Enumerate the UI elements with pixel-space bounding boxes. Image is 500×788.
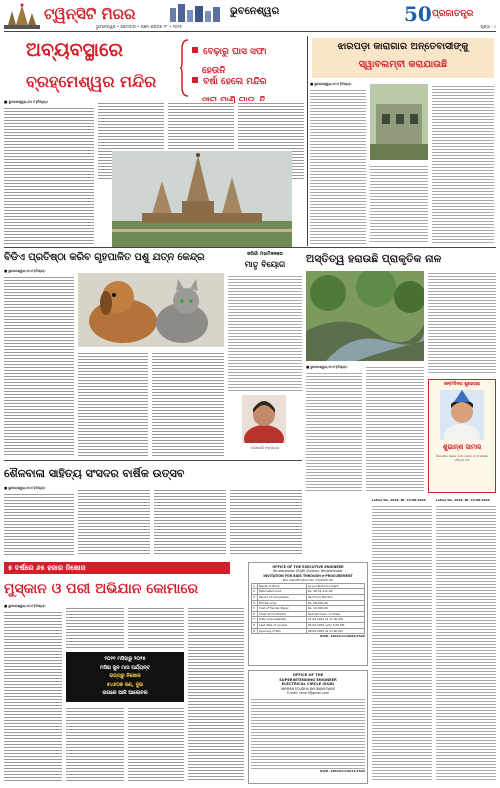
table-cell: 8	[252, 622, 258, 628]
muskan-box-line-1: ୨୦୨୧ ମସିହାରୁ ୨୦୨୫	[104, 656, 146, 662]
nala-story	[306, 249, 496, 495]
table-cell: Last date of receipt	[258, 622, 307, 628]
muskan-body-col-6	[188, 606, 244, 782]
column-divider	[307, 36, 308, 246]
masthead-divider	[4, 31, 496, 32]
tender-1-footer: OIPR- 29041/11/0006/2526	[319, 634, 365, 639]
obituary-headline-2: ମାତୃ ବିୟୋଗ	[244, 260, 286, 269]
kicker-strip	[4, 562, 230, 574]
masthead	[0, 0, 500, 32]
obituary-portrait	[242, 395, 286, 443]
jail-story	[310, 36, 496, 246]
birthday-name: ଶୁଭାନ୍ଶ ସାମଲ	[442, 443, 482, 451]
tender-notice-1	[248, 562, 368, 666]
table-cell: Opening of Bid	[258, 628, 307, 634]
bullet-square-icon	[192, 47, 198, 53]
tender-1-line-4: Bid Identification No. 07/2025-26	[283, 577, 333, 582]
lead-bullet-2-line-a: ବର୍ଷା ହେଲେ ମନ୍ଦିର	[203, 77, 267, 87]
table-cell: Name of Work	[258, 583, 307, 589]
lead-story	[4, 33, 306, 247]
muskan-body-col-3	[66, 706, 124, 782]
page-label: ପୃଷ୍ଠା - ୯	[480, 24, 496, 29]
dog-cat-photo	[78, 273, 224, 347]
obituary-caption: ବୀଣାପାଣି ମହାପାତ୍ର	[250, 446, 280, 450]
nala-photo	[306, 271, 424, 361]
lead-bullet-1	[192, 39, 304, 76]
muskan-body-col-2	[66, 606, 124, 650]
jail-body-col-3	[432, 84, 494, 244]
table-cell: Rs. 48,34,112.00	[306, 589, 364, 595]
city-skyline-icon	[168, 2, 228, 22]
letter-left	[372, 498, 432, 784]
muskan-box-line-3: ରାଜ୍ୟରୁ ନିଖୋଜ	[109, 673, 141, 680]
nala-body-col-3	[366, 365, 424, 493]
tender-2-footer: OIPR- 29040/11/0011/2526	[319, 769, 365, 774]
table-cell: Estimated Cost	[258, 589, 307, 595]
masthead-city: ଭୁବନେଶ୍ୱର	[230, 6, 280, 17]
obituary-headline-1: ଜରିଗାଁ ମହାମିଳନରେ	[247, 252, 283, 257]
table-cell: 9	[252, 628, 258, 634]
jail-photo	[370, 84, 428, 160]
muskan-box-line-4: ୫୪୬୦୭ ଜଣ, ଦୁଇ	[106, 681, 144, 688]
table-cell: 08.09.2025 at 11.00 AM	[306, 628, 364, 634]
bullet-square-icon	[192, 77, 198, 83]
muskan-story	[4, 576, 244, 784]
lead-bullet-1-line-b: ହେଉନି	[202, 66, 226, 76]
tender-1-line-2: Bhubaneswar (R&B) Division, Bhubaneswar	[273, 569, 343, 574]
jail-headline-line-1: ଝାରପଡ଼ା କାରାଗାର ଅନ୍ତେବାସୀଙ୍କୁ	[337, 41, 469, 52]
table-cell: As per Bid Document	[306, 583, 364, 589]
section-divider	[4, 460, 302, 461]
muskan-box-line-5: ଉପରେ ଆଜି ଆଲୋଚନା	[102, 690, 148, 697]
jail-headline-line-2: ସ୍ୱାବଲମ୍ବୀ କରାଯାଉଛି	[358, 59, 448, 70]
lead-brace	[180, 39, 190, 97]
lead-bullet-1-line-a: ବେଢ଼ାରୁ ଘାସ ସଫା	[203, 47, 267, 57]
bda-story	[4, 249, 224, 459]
nala-byline: ■ ଭୁବନେଶ୍ୱର,୧୦।୮(ନିପ୍ର):	[306, 365, 348, 369]
brand-name: ପ୍ରଜାତନ୍ତ୍ର	[432, 9, 474, 19]
letter-left-header: Letter No. 1919, Dt. 15.08.2025	[372, 498, 426, 502]
table-row	[252, 628, 365, 634]
table-cell: Rs. 10,000.00	[306, 606, 364, 612]
lead-body-col-1	[4, 106, 94, 246]
lead-bullet-2	[192, 69, 304, 95]
temple-logo-icon	[4, 3, 40, 29]
letter-left-body	[372, 504, 432, 782]
lead-headline-1: ଅବ୍ୟବସ୍ଥାରେ	[26, 39, 123, 61]
jail-body-col-1	[310, 88, 366, 244]
muskan-body-col-1	[4, 610, 62, 782]
table-cell: 7	[252, 617, 258, 623]
table-cell: 2	[252, 589, 258, 595]
table-cell: 04 (Four) Months	[306, 595, 364, 601]
tender-1-line-1: OFFICE OF THE EXECUTIVE ENGINEER	[272, 565, 344, 569]
table-cell: 5	[252, 606, 258, 612]
birthday-ad	[428, 379, 496, 493]
table-cell: Class of Contractor	[258, 611, 307, 617]
bda-body-col-2	[78, 351, 148, 457]
table-cell: Cost of Tender Paper	[258, 606, 307, 612]
bda-byline: ■ ଭୁବନେଶ୍ୱର,୧୦।୮(ନିପ୍ର):	[4, 269, 46, 273]
letter-right-body	[436, 504, 496, 782]
jail-body-col-2	[370, 164, 428, 244]
table-cell: Bid Security	[258, 600, 307, 606]
tender-1-table	[251, 583, 365, 634]
birthday-photo	[440, 390, 484, 440]
tender-2-line-4: NIRMAN SOUDHA BHUBANESWAR	[281, 686, 335, 691]
nala-body-col-1	[428, 271, 496, 375]
literature-body-col-3	[154, 488, 226, 556]
muskan-body-col-4	[128, 606, 184, 650]
table-cell: Special Class / A Class	[306, 611, 364, 617]
tender-1-line-3: INVITATION FOR BIDS THROUGH e-PROCUREMENT	[263, 573, 353, 578]
letter-right	[436, 498, 496, 784]
masthead-title: ଟ୍ୱିନ୍‌ସିଟି ମିରର	[44, 5, 136, 23]
anniversary-badge	[404, 1, 434, 27]
jail-headline	[312, 38, 494, 78]
table-cell: 1	[252, 583, 258, 589]
tender-2-line-5: E-mail: sene.r@gmail.com	[287, 690, 329, 695]
literature-body-col-2	[78, 488, 150, 556]
section-divider	[4, 247, 496, 248]
tender-2-body	[251, 697, 365, 769]
jail-byline: ■ ଭୁବନେଶ୍ୱର,୧୦।୮(ନିପ୍ର):	[310, 82, 352, 86]
literature-story	[4, 462, 302, 558]
kicker-strip-text: ୫ ବର୍ଷରେ ୬୫ ହଜାର ନିଖୋଜ	[8, 564, 86, 572]
tender-2-line-3: ELECTRICAL CIRCLE (R&B)	[281, 682, 335, 687]
muskan-byline: ■ ଭୁବନେଶ୍ୱର,୧୦।୮(ନିପ୍ର):	[4, 604, 46, 608]
nala-body-col-2	[306, 371, 362, 493]
table-cell: Rs. 48,400.00	[306, 600, 364, 606]
obituary-body	[228, 274, 302, 392]
table-cell: Period of Completion	[258, 595, 307, 601]
lead-headline-2: ବ୍ରହ୍ମେଶ୍ୱର ମନ୍ଦିର	[26, 72, 157, 91]
table-cell: Date of availability	[258, 617, 307, 623]
table-cell: 3	[252, 595, 258, 601]
table-cell: 21.08.2025 at 11.00 AM	[306, 617, 364, 623]
anniversary-number: 50	[404, 2, 432, 26]
muskan-highlight-box	[66, 652, 184, 702]
table-cell: 4	[252, 600, 258, 606]
table-cell: 6	[252, 611, 258, 617]
muskan-headline: ମୁସ୍କାନ ଓ ପରୀ ଅଭିଯାନ କୋମାରେ	[4, 581, 199, 597]
table-cell: 05.09.2025 upto 5.00 PM	[306, 622, 364, 628]
lead-byline: ■ ଭୁବନେଶ୍ୱର,୧୦।୮(ନିପ୍ର):	[4, 100, 49, 104]
bda-body-col-1	[4, 275, 74, 457]
literature-body-col-4	[230, 488, 302, 556]
temple-photo	[112, 151, 292, 247]
literature-body-col-1	[4, 492, 74, 556]
dateline: ଭୁବନେଶ୍ୱର • ସୋମବାର • ପଞ୍ଚମ ଶ୍ରାବଣ ୧୮ • ୨୦୨୫	[96, 24, 182, 29]
birthday-title: ଜନ୍ମଦିନର ଶୁଭେଚ୍ଛା	[443, 382, 481, 387]
bda-headline: ବିଡିଏ ପ୍ରତିଷ୍ଠା କରିବ ଗୃହପାଳିତ ପଶୁ ଯତ୍ନ କେନ୍ଦ୍ର	[4, 252, 205, 263]
muskan-body-col-5	[128, 706, 184, 782]
obituary	[228, 249, 302, 459]
tender-2-line-1: OFFICE OF THE	[292, 673, 324, 677]
bda-body-col-3	[152, 351, 224, 457]
tender-notice-2	[248, 670, 368, 784]
tender-2-line-2: SUPERINTENDING ENGINEER	[279, 677, 337, 682]
nala-headline: ଅସ୍ତିତ୍ୱ ହରାଉଛି ପ୍ରାକୃତିକ ନାଳ	[306, 253, 442, 265]
muskan-box-line-2: ମସିହା ଜୁନ ମାସ ପର୍ଯ୍ୟନ୍ତ	[99, 664, 151, 671]
letter-right-header: Letter No. 1918, Dt. 15.08.2025	[436, 498, 490, 502]
birthday-note: ପିତା-ମାତା, ଜେଜେ ବାପା, ଜେଜେ ମା ଓ ସମସ୍ତ ପରିବାର ବର୍ଗ	[436, 454, 488, 462]
literature-headline: ଶୈଳବାଳା ସାହିତ୍ୟ ସଂସଦର ବାର୍ଷିକ ଉତ୍ସବ	[4, 467, 185, 480]
literature-byline: ■ ଭୁବନେଶ୍ୱର,୧୦।୮(ନିପ୍ର):	[4, 486, 46, 490]
